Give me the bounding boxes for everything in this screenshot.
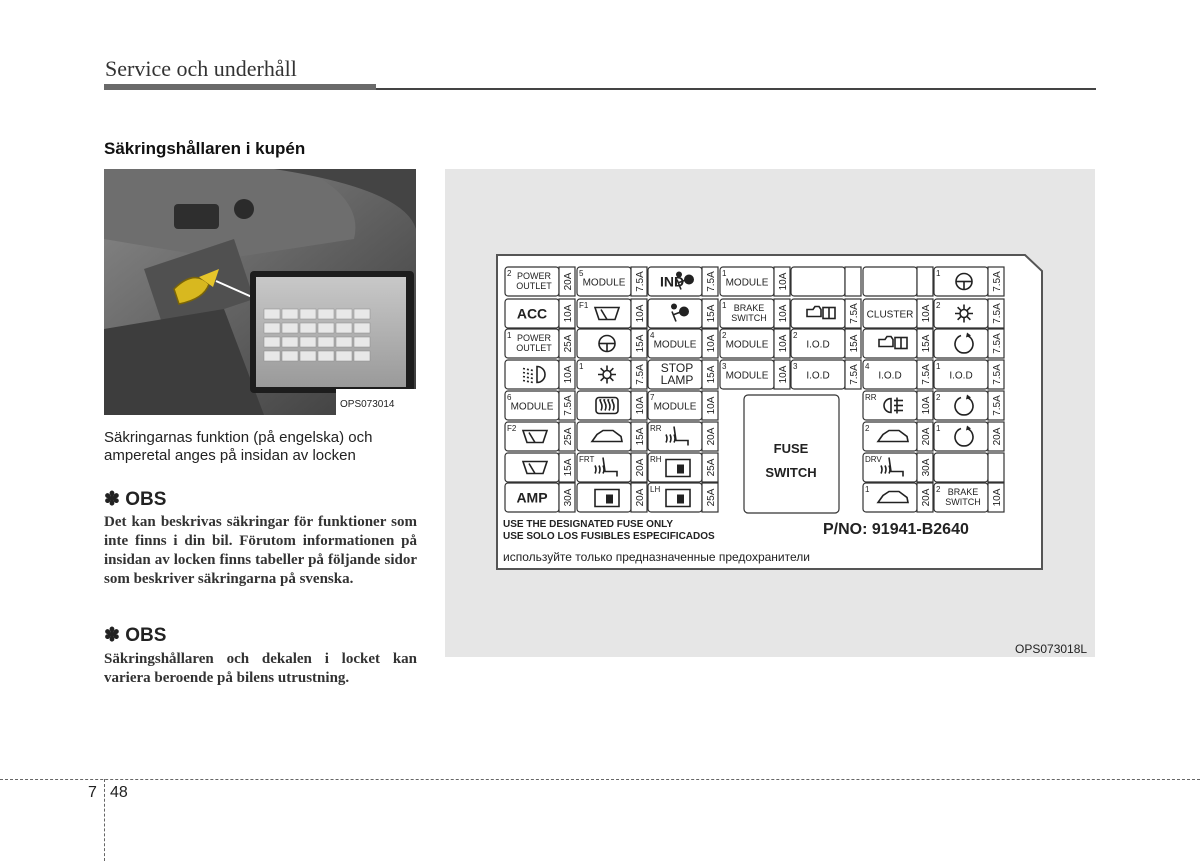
fuse-cell-amperage: 15A [849, 334, 860, 353]
fuse-cell-amperage: 10A [563, 304, 574, 323]
fuse-cell-label: MODULE [725, 339, 769, 351]
fuse-cell-number: 4 [650, 331, 655, 340]
fuse-cell-label: I.O.D [806, 370, 830, 382]
obs-note-2-body: Säkringshållaren och dekalen i locket kan variera beroende på bilens utrustning. [104, 651, 417, 686]
fuse-cell-number: RR [865, 393, 877, 402]
fuse-cell-label: MODULE [582, 277, 626, 289]
fuse-cell-number: 1 [722, 301, 727, 310]
fuse-panel-figure [445, 169, 1095, 657]
fuse-cell [720, 360, 790, 389]
fuse-cell [720, 329, 790, 358]
fuse-cell-number: 2 [722, 331, 727, 340]
fuse-cell [505, 483, 575, 512]
fuse-cell-label: LAMP [660, 373, 694, 387]
page-number: 48 [110, 784, 128, 801]
fuse-cell-amperage: 20A [921, 488, 932, 507]
fuse-note-en: USE THE DESIGNATED FUSE ONLY [503, 519, 674, 530]
fuse-cell [648, 391, 718, 420]
fuse-cell-amperage: 10A [778, 365, 789, 384]
fuse-cell-number: 3 [722, 362, 727, 371]
fuse-cell-label: I.O.D [806, 339, 830, 351]
fuse-cell-number: 7 [650, 393, 655, 402]
fuse-cell [577, 483, 647, 512]
fuse-cell [505, 422, 575, 451]
fuse-cell [934, 299, 1004, 328]
fuse-cell [577, 422, 647, 451]
fuse-cell-label: SWITCH [945, 497, 981, 507]
fuse-cell-number: RH [650, 455, 662, 464]
fuse-cell [863, 267, 933, 296]
fuse-cell-number: 1 [507, 331, 512, 340]
fuse-cell [505, 299, 575, 328]
fuse-cell-amperage: 7.5A [635, 364, 646, 385]
obs-note-1-title: ✽ OBS [104, 489, 167, 510]
fuse-cell-amperage: 7.5A [992, 271, 1003, 292]
fuse-cell-amperage: 25A [563, 334, 574, 353]
fuse-cell [863, 391, 933, 420]
header-rule-thin [376, 88, 1096, 90]
fuse-cell-amperage: 15A [563, 458, 574, 477]
fuse-cell-number: RR [650, 424, 662, 433]
fuse-cell-number: FRT [579, 455, 595, 464]
fuse-cell [577, 391, 647, 420]
fuse-panel-diagram [445, 169, 1095, 657]
fuse-cell-number: F1 [579, 301, 589, 310]
fuse-cell-label: I.O.D [878, 370, 902, 382]
fuse-cell [863, 422, 933, 451]
fuse-cell-amperage: 25A [706, 458, 717, 477]
fuse-cell [505, 267, 575, 296]
fuse-cell-amperage: 7.5A [992, 303, 1003, 324]
fuse-cell-amperage: 10A [635, 304, 646, 323]
fuse-cell [934, 453, 1004, 482]
fuse-cell-number: 3 [793, 362, 798, 371]
figure-code: OPS073018L [1015, 642, 1088, 656]
fuse-switch-label-1: FUSE [773, 441, 809, 456]
fuse-box-location-photo [104, 169, 416, 415]
fuse-cell [648, 329, 718, 358]
fuse-cell-amperage: 7.5A [563, 395, 574, 416]
fuse-cell-label: STOP [660, 361, 694, 375]
obs-note-1-body: Det kan beskrivas säkringar för funktioner som inte finns i din bil. Förutom informationen på insidan av locken finns tabeller på följande sidor som beskriver säkringarna på svenska. [104, 514, 417, 587]
fuse-cell-label: POWER [516, 333, 552, 343]
fuse-cell [648, 267, 718, 296]
fuse-cell [863, 360, 933, 389]
fuse-note-ru: используйте только предназначенные предохранители [503, 550, 810, 564]
fuse-cell [934, 267, 1004, 296]
fuse-cell-label: BRAKE [947, 487, 979, 497]
fuse-cell-label: OUTLET [516, 281, 552, 291]
fuse-cell-amperage: 7.5A [849, 364, 860, 385]
fuse-cell-amperage: 7.5A [992, 364, 1003, 385]
fuse-cell-amperage: 30A [921, 458, 932, 477]
fuse-cell-number: 1 [936, 362, 941, 371]
fuse-cell-amperage: 15A [706, 365, 717, 384]
fuse-cell-amperage: 10A [778, 304, 789, 323]
fuse-cell-number: 4 [865, 362, 870, 371]
fuse-cell-amperage: 7.5A [635, 271, 646, 292]
fuse-cell [505, 453, 575, 482]
fuse-cell-number: LH [650, 485, 661, 494]
fuse-cell [577, 267, 647, 296]
fuse-cell-amperage: 20A [921, 427, 932, 446]
fuse-cell-number: 2 [936, 301, 941, 310]
fuse-cell [648, 483, 718, 512]
fuse-cell-amperage: 15A [706, 304, 717, 323]
fuse-cell [720, 267, 790, 296]
fuse-cell-label: POWER [516, 271, 552, 281]
fuse-cell-amperage: 10A [706, 334, 717, 353]
fuse-cell [791, 267, 861, 296]
fuse-cell-amperage: 10A [563, 365, 574, 384]
section-heading: Säkringshållaren i kupén [104, 139, 306, 158]
fuse-cell-number: DRV [865, 455, 882, 464]
fuse-cell-amperage: 10A [706, 396, 717, 415]
fuse-cell-number: 2 [793, 331, 798, 340]
part-number: P/NO: 91941-B2640 [823, 521, 969, 538]
fuse-cell [648, 422, 718, 451]
dashboard-illustration [104, 169, 416, 415]
fuse-cell-amperage: 15A [635, 334, 646, 353]
fuse-cell-amperage: 20A [563, 272, 574, 291]
fuse-note-es: USE SOLO LOS FUSIBLES ESPECIFICADOS [503, 531, 715, 542]
fuse-cell-label: SWITCH [731, 313, 767, 323]
fuse-cell-amperage: 10A [778, 334, 789, 353]
fuse-cell [577, 329, 647, 358]
fuse-cell-amperage: 7.5A [921, 364, 932, 385]
fuse-cell-amperage: 7.5A [706, 271, 717, 292]
fuse-cell-amperage: 15A [635, 427, 646, 446]
fuse-cell-number: 1 [722, 269, 727, 278]
fuse-cell-label: IND [660, 273, 685, 290]
fuse-cell-amperage: 20A [706, 427, 717, 446]
fuse-cell [577, 299, 647, 328]
fuse-cell [934, 483, 1004, 512]
fuse-cell-amperage: 15A [921, 334, 932, 353]
fuse-cell [577, 453, 647, 482]
fuse-cell-label: AMP [516, 489, 548, 506]
fuse-cell-label: MODULE [653, 401, 697, 413]
fuse-cell-amperage: 20A [635, 458, 646, 477]
fuse-cell-amperage: 25A [563, 427, 574, 446]
chapter-number: 7 [88, 784, 97, 801]
fuse-cell-amperage: 10A [921, 396, 932, 415]
fuse-cell-amperage: 7.5A [992, 333, 1003, 354]
fuse-cell-number: 1 [936, 269, 941, 278]
fuse-cell-amperage: 7.5A [849, 303, 860, 324]
running-header: Service och underhåll [105, 56, 297, 81]
fuse-cell [934, 360, 1004, 389]
fuse-cell-amperage: 20A [635, 488, 646, 507]
fuse-cell-label: OUTLET [516, 343, 552, 353]
fuse-cell-label: MODULE [510, 401, 554, 413]
fuse-cell [648, 360, 718, 389]
fuse-cell [648, 299, 718, 328]
fuse-cell-number: 2 [936, 485, 941, 494]
fuse-cell-number: 1 [936, 424, 941, 433]
header-rule-thick [104, 84, 376, 90]
fuse-cell-number: 5 [579, 269, 584, 278]
fuse-cell-amperage: 25A [706, 488, 717, 507]
fuse-cell [505, 329, 575, 358]
photo-code: OPS073014 [340, 399, 395, 410]
fuse-cell [863, 329, 933, 358]
fuse-cell-number: 6 [507, 393, 512, 402]
fuse-cell-amperage: 7.5A [992, 395, 1003, 416]
fuse-cell-number: 1 [579, 362, 584, 371]
fuse-cell [863, 299, 933, 328]
climate-icon [955, 305, 973, 323]
fuse-cell-amperage: 20A [992, 427, 1003, 446]
fuse-cell-amperage: 10A [992, 488, 1003, 507]
fuse-cell-number: F2 [507, 424, 517, 433]
fuse-cell [863, 453, 933, 482]
fuse-cell [648, 453, 718, 482]
fuse-cell [934, 422, 1004, 451]
fuse-cell [720, 299, 790, 328]
fuse-cell [505, 391, 575, 420]
fuse-cell-amperage: 30A [563, 488, 574, 507]
footer-divider [104, 779, 105, 861]
fuse-cell-label: MODULE [725, 370, 769, 382]
climate-icon [598, 366, 616, 384]
fuse-cell [791, 329, 861, 358]
fuse-cell-number: 1 [865, 485, 870, 494]
fuse-cell [791, 360, 861, 389]
fuse-cell [577, 360, 647, 389]
fuse-cell-label: MODULE [725, 277, 769, 289]
fuse-cell [505, 360, 575, 389]
fuse-cell-label: I.O.D [949, 370, 973, 382]
fuse-cell-number: 2 [507, 269, 512, 278]
fuse-cell-number: 2 [865, 424, 870, 433]
fuse-cell [934, 329, 1004, 358]
fuse-cell [791, 299, 861, 328]
fuse-cell-label: BRAKE [733, 303, 765, 313]
fuse-cell [934, 391, 1004, 420]
fuse-cell [863, 483, 933, 512]
fuse-cell-amperage: 10A [635, 396, 646, 415]
fuse-cell-number: 2 [936, 393, 941, 402]
footer-rule [0, 779, 1200, 780]
photo-caption: Säkringarnas funktion (på engelska) och amperetal anges på insidan av locken [104, 429, 373, 464]
fuse-cell-label: ACC [516, 305, 548, 322]
fuse-switch-label-2: SWITCH [765, 465, 817, 480]
fuse-cell-amperage: 10A [921, 304, 932, 323]
obs-note-2-title: ✽ OBS [104, 625, 167, 646]
fuse-cell-label: MODULE [653, 339, 697, 351]
fuse-cell-label: CLUSTER [866, 309, 914, 321]
fuse-cell-amperage: 10A [778, 272, 789, 291]
